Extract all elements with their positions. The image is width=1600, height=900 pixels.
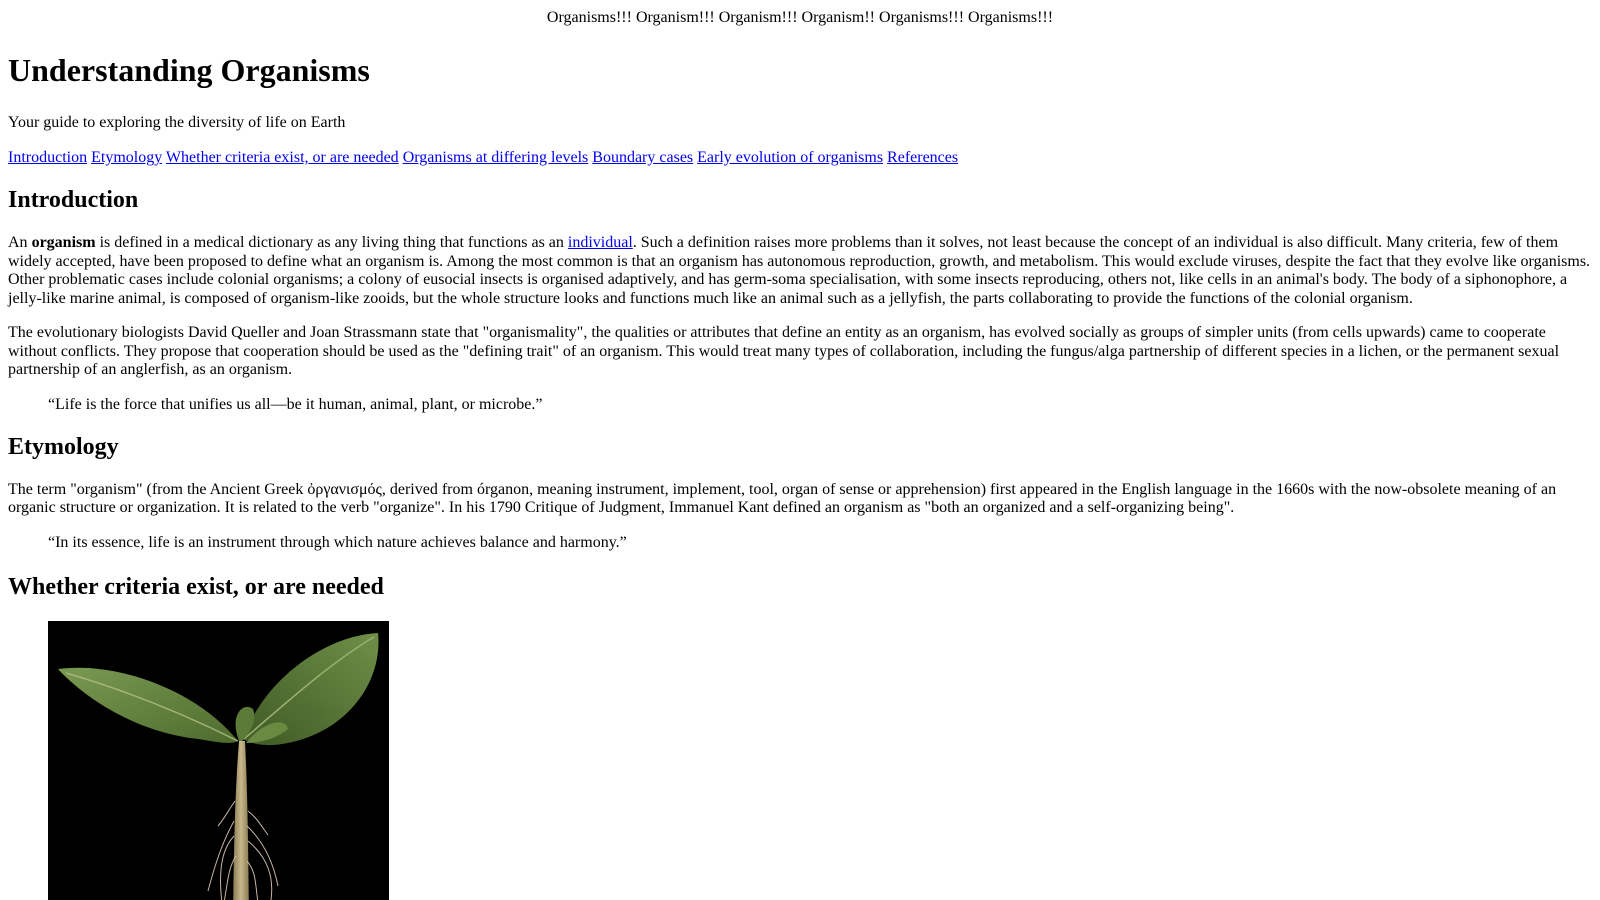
nav-link-introduction[interactable]: Introduction (8, 149, 88, 166)
section-heading-criteria: Whether criteria exist, or are needed (8, 573, 384, 600)
seedling-illustration (48, 621, 389, 900)
intro-paragraph-2: The evolutionary biologists David Queller and Joan Strassmann state that "organismality", the qualities or attributes that define an entity as an organism, has evolved socially as groups of simpler units (from cells upwards) came to cooperate without conflicts. They propose that cooperation should be used as the "defining trait" of an organism. This would treat many types of collaboration, including the fungus/alga partnership of different species in a lichen, or the permanent sexual partnership of an anglerfish, as an organism. (8, 324, 1560, 378)
intro-text-a: An (8, 234, 32, 251)
intro-quote: “Life is the force that unifies us all—be it human, animal, plant, or microbe.” (48, 395, 543, 413)
tagline: Your guide to exploring the diversity of life on Earth (8, 114, 346, 131)
nav-link-etymology[interactable]: Etymology (91, 149, 163, 166)
page-title: Understanding Organisms (8, 52, 370, 88)
individual-link[interactable]: individual (567, 234, 633, 251)
nav-link-boundary-cases[interactable]: Boundary cases (592, 149, 694, 166)
etymology-quote: “In its essence, life is an instrument through which nature achieves balance and harmony.” (48, 533, 627, 551)
section-introduction (8, 186, 1592, 414)
intro-text-c: . Such a definition raises more problems than it solves, not least because the concept of an individual is also difficult. Many criteria, few of them widely accepted, have been proposed to define what an organism is. Among the most common is that an organism has autonomous reproduction, growth, and metabolism. This would exclude viruses, despite the fact that they evolve like organisms. Other problematic cases include colonial organisms; a colony of eusocial insects is organised adaptively, and has germ-soma specialisation, with some insects reproducing, others not, like cells in an animal's body. The body of a siphonophore, a jelly-like marine animal, is composed of organism-like zooids, but the whole structure looks and functions much like an animal such as a jellyfish, the parts collaborating to provide the functions of the colonial organism. (8, 234, 1591, 307)
nav-link-early-evolution[interactable]: Early evolution of organisms (697, 149, 884, 166)
intro-paragraph-1 (8, 234, 1592, 308)
section-heading-etymology: Etymology (8, 433, 119, 460)
main-content (0, 186, 1600, 900)
section-nav (8, 149, 1592, 167)
site-header (0, 52, 1600, 167)
seedling-photo (48, 621, 389, 900)
marquee-banner: Organisms!!! Organism!!! Organism!!! Organism!! Organisms!!! Organisms!!! (546, 9, 1054, 26)
nav-link-levels[interactable]: Organisms at differing levels (402, 149, 589, 166)
section-heading-introduction: Introduction (8, 187, 139, 213)
section-criteria (8, 573, 1592, 900)
nav-link-criteria[interactable]: Whether criteria exist, or are needed (165, 149, 399, 166)
etymology-paragraph: The term "organism" (from the Ancient Greek ὀργανισμός, derived from órganon, meaning instrument, implement, tool, organ of sense or apprehension) first appeared in the English language in the 1660s with the now-obsolete meaning of an organic structure or organization. It is related to the verb "organize". In his 1790 Critique of Judgment, Immanuel Kant defined an organism as "both an organized and a self-organizing being". (8, 480, 1557, 516)
nav-link-references[interactable]: References (887, 149, 959, 166)
section-etymology (8, 433, 1592, 552)
intro-text-b: is defined in a medical dictionary as any living thing that functions as an (95, 234, 568, 251)
term-organism: organism (31, 234, 96, 251)
